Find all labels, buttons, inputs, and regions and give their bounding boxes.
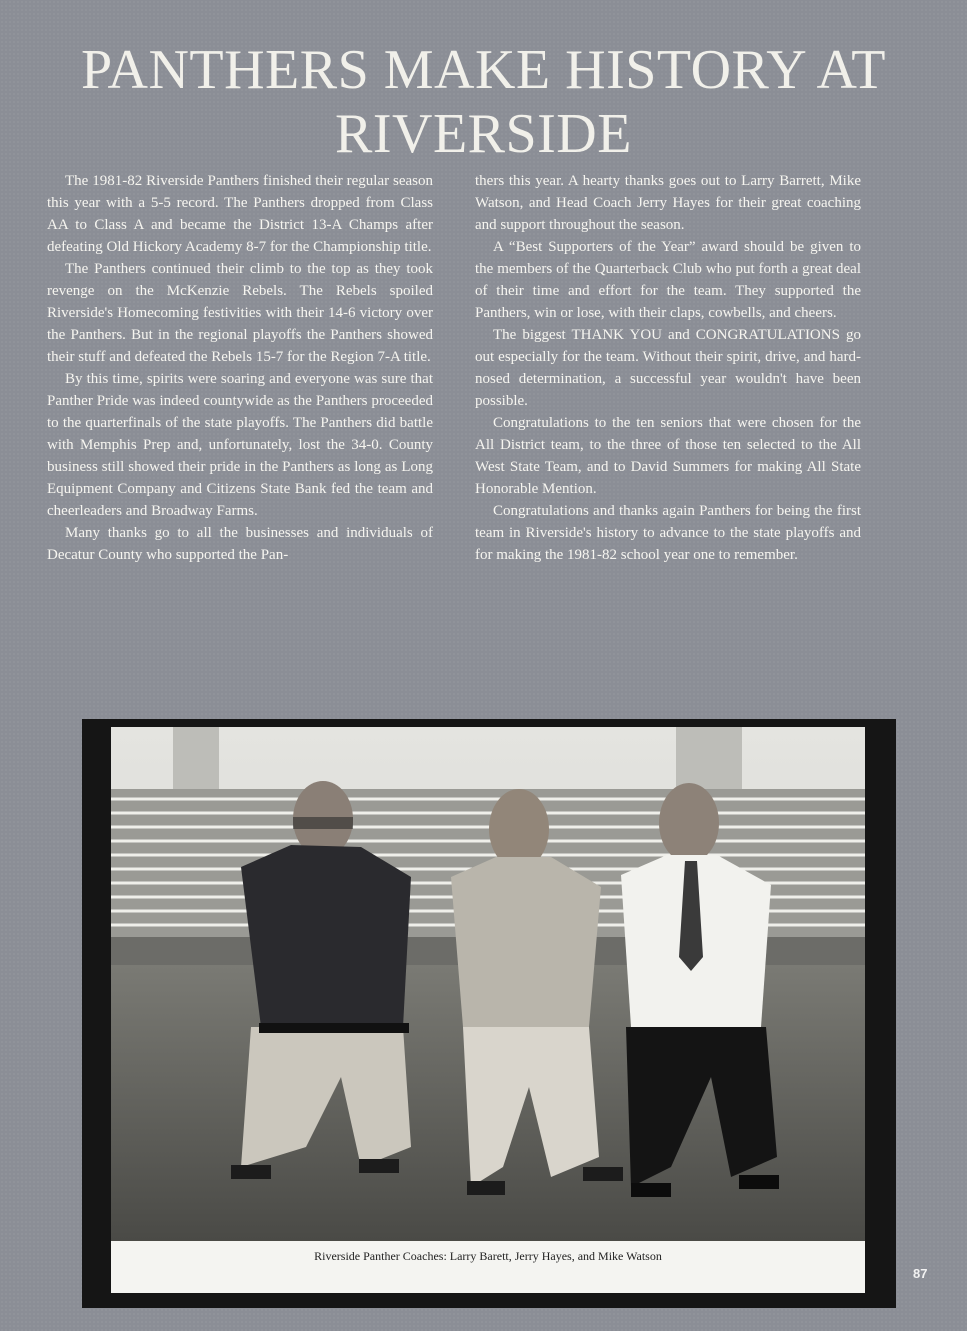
paragraph-continued: thers this year. A hearty thanks goes out to Larry Barrett, Mike Watson, and Head Coach Jerry Hayes for their great coaching and support throughout the season. [475, 173, 861, 233]
paragraph: A “Best Supporters of the Year” award should be given to the members of the Quarterback Club who put forth a great deal of their time and effort for the team. They supported the Panthers, win or lose, with their claps, cowbells, and cheers. [475, 239, 861, 321]
paragraph: By this time, spirits were soaring and everyone was sure that Panther Pride was indeed countywide as the Panthers proceeded to the quarterfinals of the state playoffs. The Panthers did battle with Memphis Prep and, unfortunately, lost the 34-0. County business still showed their pride in the Panthers as long as Long Equipment Company and Citizens State Bank fed the team and cheerleaders and Broadway Farms. [47, 371, 433, 519]
paragraph: The Panthers continued their climb to the top as they took revenge on the McKenzie Rebels. The Rebels spoiled Riverside's Homecoming festivities with their 14-6 victory over the Panthers. But in the regional playoffs the Panthers showed their stuff and defeated the Rebels 15-7 for the Region 7-A title. [47, 261, 433, 365]
title-line-1: PANTHERS MAKE HISTORY AT [81, 39, 886, 101]
paragraph: Congratulations to the ten seniors that were chosen for the All District team, to the three of those ten selected to the All West State Team, and to David Summers for making All State Honorable Mention. [475, 415, 861, 497]
paragraph: The 1981-82 Riverside Panthers finished their regular season this year with a 5-5 record. The Panthers dropped from Class AA to Class A and became the District 13-A Champs after defeating Old Hickory Academy 8-7 for the Championship title. [47, 173, 433, 255]
article-title [0, 38, 967, 166]
caption-area [111, 1241, 865, 1293]
paragraph: Congratulations and thanks again Panthers for being the first team in Riverside's history to advance to the state playoffs and for making the 1981-82 school year one to remember. [475, 503, 861, 563]
paragraph: The biggest THANK YOU and CONGRATULATIONS go out especially for the team. Without their spirit, drive, and hard-nosed determination, a successful year wouldn't have been possible. [475, 327, 861, 409]
photo-caption: Riverside Panther Coaches: Larry Barett, Jerry Hayes, and Mike Watson [314, 1249, 662, 1263]
coaches-photo [111, 727, 865, 1241]
paragraph: Many thanks go to all the businesses and individuals of Decatur County who supported the Pan- [47, 525, 433, 563]
right-column [475, 170, 861, 566]
coaches-photo-illustration [111, 727, 865, 1241]
page-number: 87 [913, 1266, 928, 1281]
left-column [47, 170, 433, 566]
title-line-2: RIVERSIDE [335, 103, 632, 165]
